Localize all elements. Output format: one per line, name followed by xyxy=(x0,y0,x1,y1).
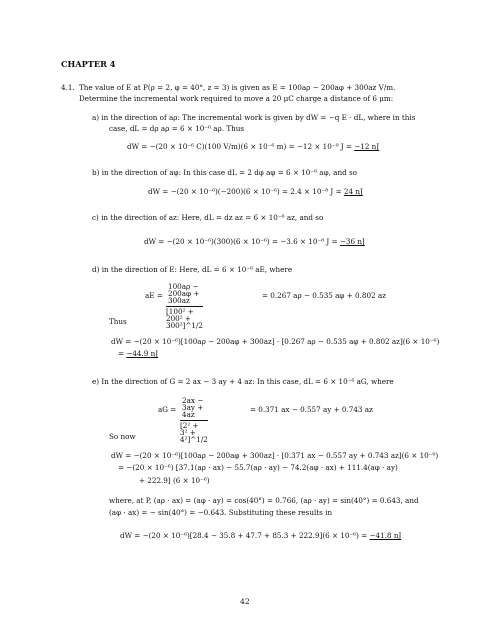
ag-denominator: [2² + 3² + 4²]^1/2 xyxy=(180,420,208,445)
part-d-result: −44.9 nJ xyxy=(126,349,159,358)
problem-number: 4.1. xyxy=(61,83,75,92)
problem-line-2: Determine the incremental work required to move a 20 μC charge a distance of 6 μm: xyxy=(79,94,394,103)
thus-text: Thus xyxy=(109,317,127,326)
where-line-2: (aφ · ax) = − sin(40°) = −0.643. Substituting these results in xyxy=(109,508,333,517)
problem-line-1: The value of E at P(ρ = 2, φ = 40°, z = 3) is given as E = 100aρ − 200aφ + 300az V/m. xyxy=(79,83,396,92)
part-a-text-2: case, dL = dρ aρ = 6 × 10⁻⁶ aρ. Thus xyxy=(109,124,245,133)
ag-rhs: = 0.371 ax − 0.557 ay + 0.743 az xyxy=(250,405,373,414)
ag-lhs: aG = xyxy=(158,405,177,414)
part-e-result: −41.8 nJ xyxy=(369,531,402,540)
ae-lhs: aE = xyxy=(145,291,163,300)
part-e-final-equation: dW = −(20 × 10⁻⁶)[28.4 − 35.8 + 47.7 + 85.3 + 222.9](6 × 10⁻⁶) = −41.8 nJ xyxy=(120,531,402,540)
part-a-result: −12 nJ xyxy=(354,142,380,151)
part-d-equation-2: = −44.9 nJ xyxy=(118,349,159,358)
part-b-text: b) in the direction of aφ: In this case dL = 2 dφ aφ = 6 × 10⁻⁶ aφ, and so xyxy=(92,168,358,177)
part-e-equation-2: = −(20 × 10⁻⁶) [37.1(aρ · ax) − 55.7(aρ · ay) − 74.2(aφ · ax) + 111.4(aφ · ay) xyxy=(118,463,398,472)
part-d-text: d) in the direction of E: Here, dL = 6 × 10⁻⁶ aE, where xyxy=(92,265,293,274)
part-a-text-1: a) in the direction of aρ: The incremental work is given by dW = −q E · dL, where in this xyxy=(92,113,416,122)
part-c-text: c) in the direction of az: Here, dL = dz az = 6 × 10⁻⁶ az, and so xyxy=(92,213,324,222)
part-e-equation-1: dW = −(20 × 10⁻⁶)[100aρ − 200aφ + 300az] · [0.371 ax − 0.557 ay + 0.743 az](6 × 10⁻⁶) xyxy=(111,451,439,460)
ae-numerator: 100aρ − 200aφ + 300az xyxy=(166,283,203,307)
part-e-text: e) In the direction of G = 2 ax − 3 ay + 4 az: In this case, dL = 6 × 10⁻⁶ aG, where xyxy=(92,377,394,386)
part-c-equation: dW = −(20 × 10⁻⁶)(300)(6 × 10⁻⁶) = −3.6 × 10⁻⁸ J = −36 nJ xyxy=(144,237,365,246)
part-e-equation-3: + 222.9] (6 × 10⁻⁶) xyxy=(139,476,210,485)
ag-numerator: 2ax − 3ay + 4az xyxy=(180,397,208,421)
part-b-result: 24 nJ xyxy=(343,187,363,196)
where-line-1: where, at P, (aρ · ax) = (aφ · ay) = cos(40°) = 0.766, (aρ · ay) = sin(40°) = 0.643, and xyxy=(109,496,419,505)
ag-fraction xyxy=(180,397,208,443)
chapter-heading: CHAPTER 4 xyxy=(61,59,116,69)
so-now-text: So now xyxy=(109,432,136,441)
ae-fraction xyxy=(166,283,203,329)
part-a-equation: dW = −(20 × 10⁻⁶ C)(100 V/m)(6 × 10⁻⁶ m) = −12 × 10⁻⁹ J = −12 nJ xyxy=(127,142,380,151)
ae-denominator: [100² + 200² + 300²]^1/2 xyxy=(166,306,203,331)
part-c-result: −36 nJ xyxy=(339,237,365,246)
ae-rhs: = 0.267 aρ − 0.535 aφ + 0.802 az xyxy=(262,291,386,300)
part-b-equation: dW = −(20 × 10⁻⁶)(−200)(6 × 10⁻⁶) = 2.4 × 10⁻⁸ J = 24 nJ xyxy=(148,187,363,196)
part-d-equation-1: dW = −(20 × 10⁻⁶)[100aρ − 200aφ + 300az] · [0.267 aρ − 0.535 aφ + 0.802 az](6 × 10⁻⁶) xyxy=(111,337,440,346)
page-number: 42 xyxy=(240,597,250,606)
